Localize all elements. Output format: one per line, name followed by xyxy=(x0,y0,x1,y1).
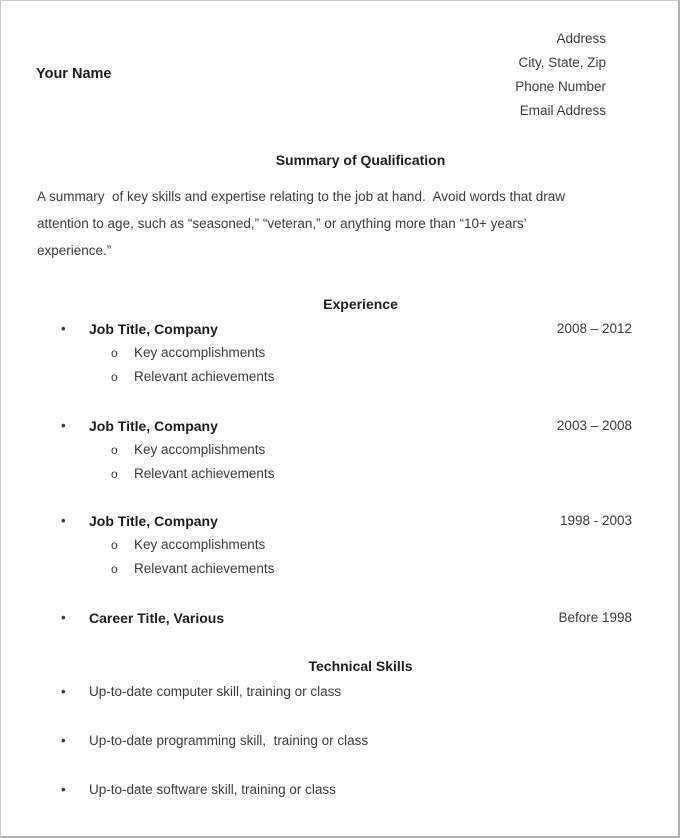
date-range: 2008 – 2012 xyxy=(556,321,632,336)
circle-bullet-icon: o xyxy=(111,370,118,384)
summary-paragraph: A summary of key skills and expertise relating to the job at hand. Avoid words that draw attention to age, such as “seasoned,” “veteran,” or anything more than “10+ years’ experience.” xyxy=(37,189,569,258)
bullet-icon: • xyxy=(61,733,66,748)
skill-text: Up-to-date programming skill, training or class xyxy=(89,733,369,748)
bullet-icon: • xyxy=(61,418,66,433)
skill-text: Up-to-date software skill, training or class xyxy=(89,782,336,797)
contact-address: Address xyxy=(556,31,606,46)
achievement-text: Relevant achievements xyxy=(134,466,275,481)
job-title: Job Title, Company xyxy=(89,418,218,434)
sub-bullet-row xyxy=(1,557,678,581)
circle-bullet-icon: o xyxy=(111,346,118,360)
date-range: Before 1998 xyxy=(558,610,632,625)
sub-bullet-row xyxy=(1,462,678,486)
experience-entry-1 xyxy=(1,317,678,389)
summary-heading: Summary of Qualification xyxy=(275,152,446,168)
sub-bullet-row xyxy=(1,341,678,365)
skill-item-2 xyxy=(1,729,678,753)
experience-entry-3 xyxy=(1,509,678,581)
accomplishment-text: Key accomplishments xyxy=(134,537,266,552)
achievement-text: Relevant achievements xyxy=(134,369,275,384)
contact-phone: Phone Number xyxy=(515,79,606,94)
skill-text: Up-to-date computer skill, training or class xyxy=(89,684,342,699)
bullet-icon: • xyxy=(61,684,66,699)
job-title: Job Title, Company xyxy=(89,513,218,529)
applicant-name: Your Name xyxy=(36,66,112,82)
achievement-text: Relevant achievements xyxy=(134,561,275,576)
circle-bullet-icon: o xyxy=(111,467,118,481)
bullet-icon: • xyxy=(61,321,66,336)
bullet-icon: • xyxy=(61,782,66,797)
sub-bullet-row xyxy=(1,365,678,389)
career-title: Career Title, Various xyxy=(89,610,225,626)
contact-block xyxy=(515,27,606,123)
accomplishment-text: Key accomplishments xyxy=(134,442,266,457)
technical-skills-heading: Technical Skills xyxy=(308,658,413,674)
contact-city-state-zip: City, State, Zip xyxy=(518,55,606,70)
bullet-icon: • xyxy=(61,513,66,528)
sub-bullet-row xyxy=(1,438,678,462)
skill-item-3 xyxy=(1,778,678,802)
skill-item-1 xyxy=(1,680,678,704)
experience-entry-2 xyxy=(1,414,678,486)
sub-bullet-row xyxy=(1,533,678,557)
circle-bullet-icon: o xyxy=(111,538,118,552)
circle-bullet-icon: o xyxy=(111,443,118,457)
experience-entry-4 xyxy=(1,606,678,630)
contact-email: Email Address xyxy=(519,103,606,118)
date-range: 2003 – 2008 xyxy=(556,418,632,433)
date-range: 1998 - 2003 xyxy=(559,513,632,528)
accomplishment-text: Key accomplishments xyxy=(134,345,266,360)
job-title: Job Title, Company xyxy=(89,321,218,337)
circle-bullet-icon: o xyxy=(111,562,118,576)
bullet-icon: • xyxy=(61,610,66,625)
experience-heading: Experience xyxy=(323,296,398,312)
